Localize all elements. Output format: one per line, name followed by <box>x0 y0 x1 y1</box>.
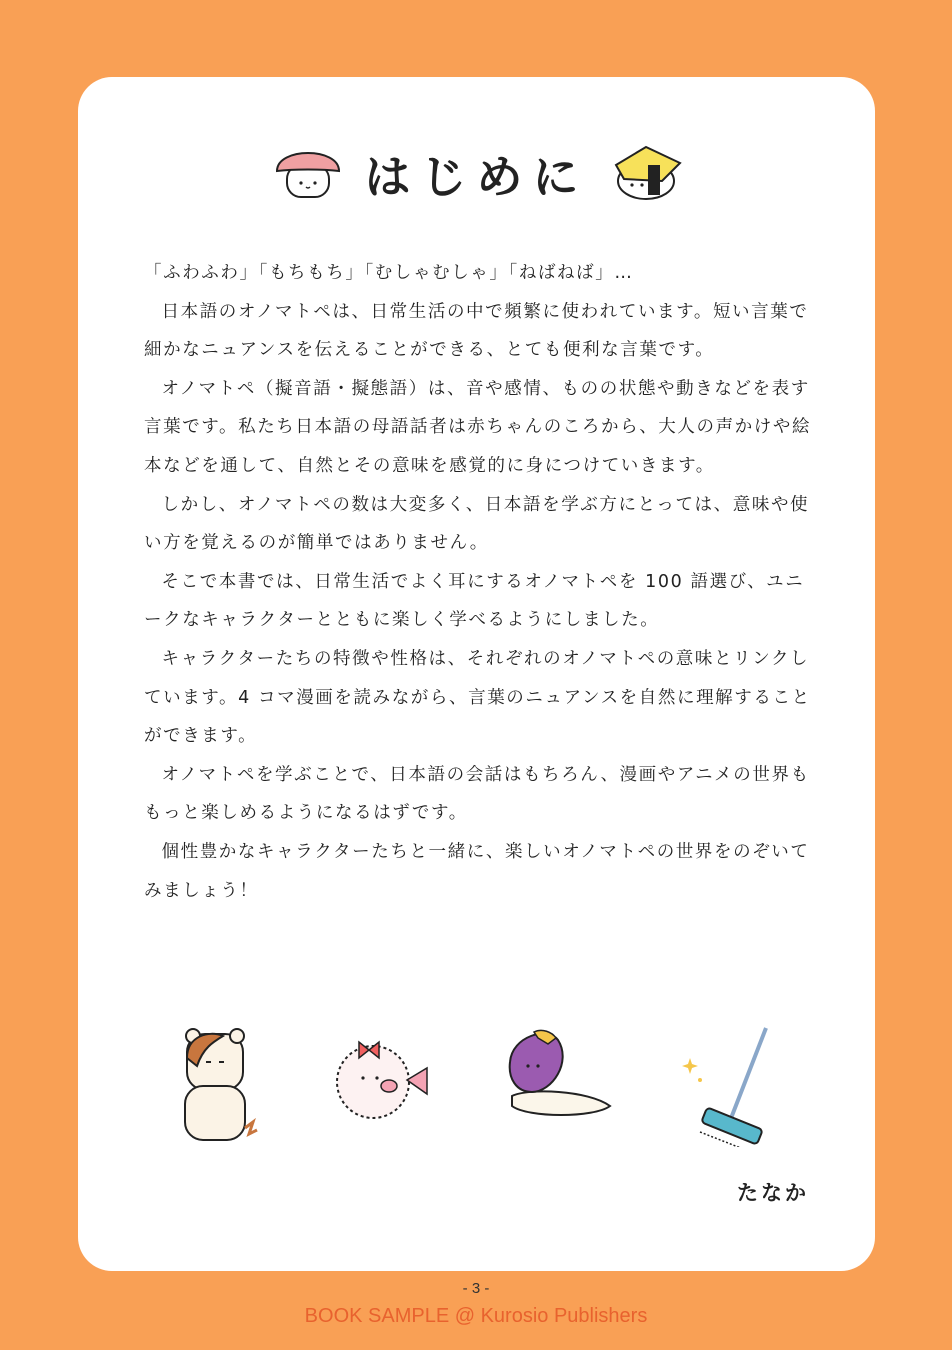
page-number: - 3 - <box>462 1280 490 1297</box>
tamago-sushi-character-icon <box>610 141 686 205</box>
paragraph: キャラクターたちの特徴や性格は、それぞれのオノマトペの意味とリンクしています。4 コマ漫画を読みながら、言葉のニュアンスを自然に理解することができます。 <box>144 648 811 747</box>
page-title: はじめに <box>364 150 589 204</box>
paragraph: しかし、オノマトペの数は大変多く、日本語を学ぶ方にとっては、意味や使い方を覚えるのが簡単ではありません。 <box>144 494 810 554</box>
pufferfish-character-icon <box>333 1022 433 1132</box>
paragraph: そこで本書では、日常生活でよく耳にするオノマトペを 100 語選び、ユニークなキャラクターとともに楽しく学べるようにしました。 <box>144 571 805 631</box>
hamster-character-icon <box>173 1022 263 1147</box>
publisher-watermark: BOOK SAMPLE @ Kurosio Publishers <box>304 1305 648 1327</box>
paragraph: 個性豊かなキャラクターたちと一緒に、楽しいオノマトペの世界をのぞいてみましょう！ <box>144 841 810 901</box>
introduction-text <box>144 254 812 910</box>
title-row <box>78 147 875 217</box>
character-illustrations <box>78 1022 875 1152</box>
paragraph: オノマトペ（擬音語・擬態語）は、音や感情、ものの状態や動きなどを表す言葉です。私たち日本語の母語話者は赤ちゃんのころから、大人の声かけや絵本などを通して、自然とその意味を感覚的に身につけていきます。 <box>144 378 812 476</box>
author-name: たなか <box>737 1181 809 1205</box>
broom-character-icon <box>678 1022 778 1147</box>
paragraph: 日本語のオノマトペは、日常生活の中で頻繁に使われています。短い言葉で細かなニュアンスを伝えることができる、とても便利な言葉です。 <box>144 301 809 361</box>
paragraph: オノマトペを学ぶことで、日本語の会話はもちろん、漫画やアニメの世界ももっと楽しめるようになるはずです。 <box>144 764 810 824</box>
sweet-potato-character-icon <box>498 1022 618 1122</box>
page-card <box>78 77 875 1271</box>
paragraph: 「ふわふわ」「もちもち」「むしゃむしゃ」「ねばねば」… <box>144 263 634 283</box>
